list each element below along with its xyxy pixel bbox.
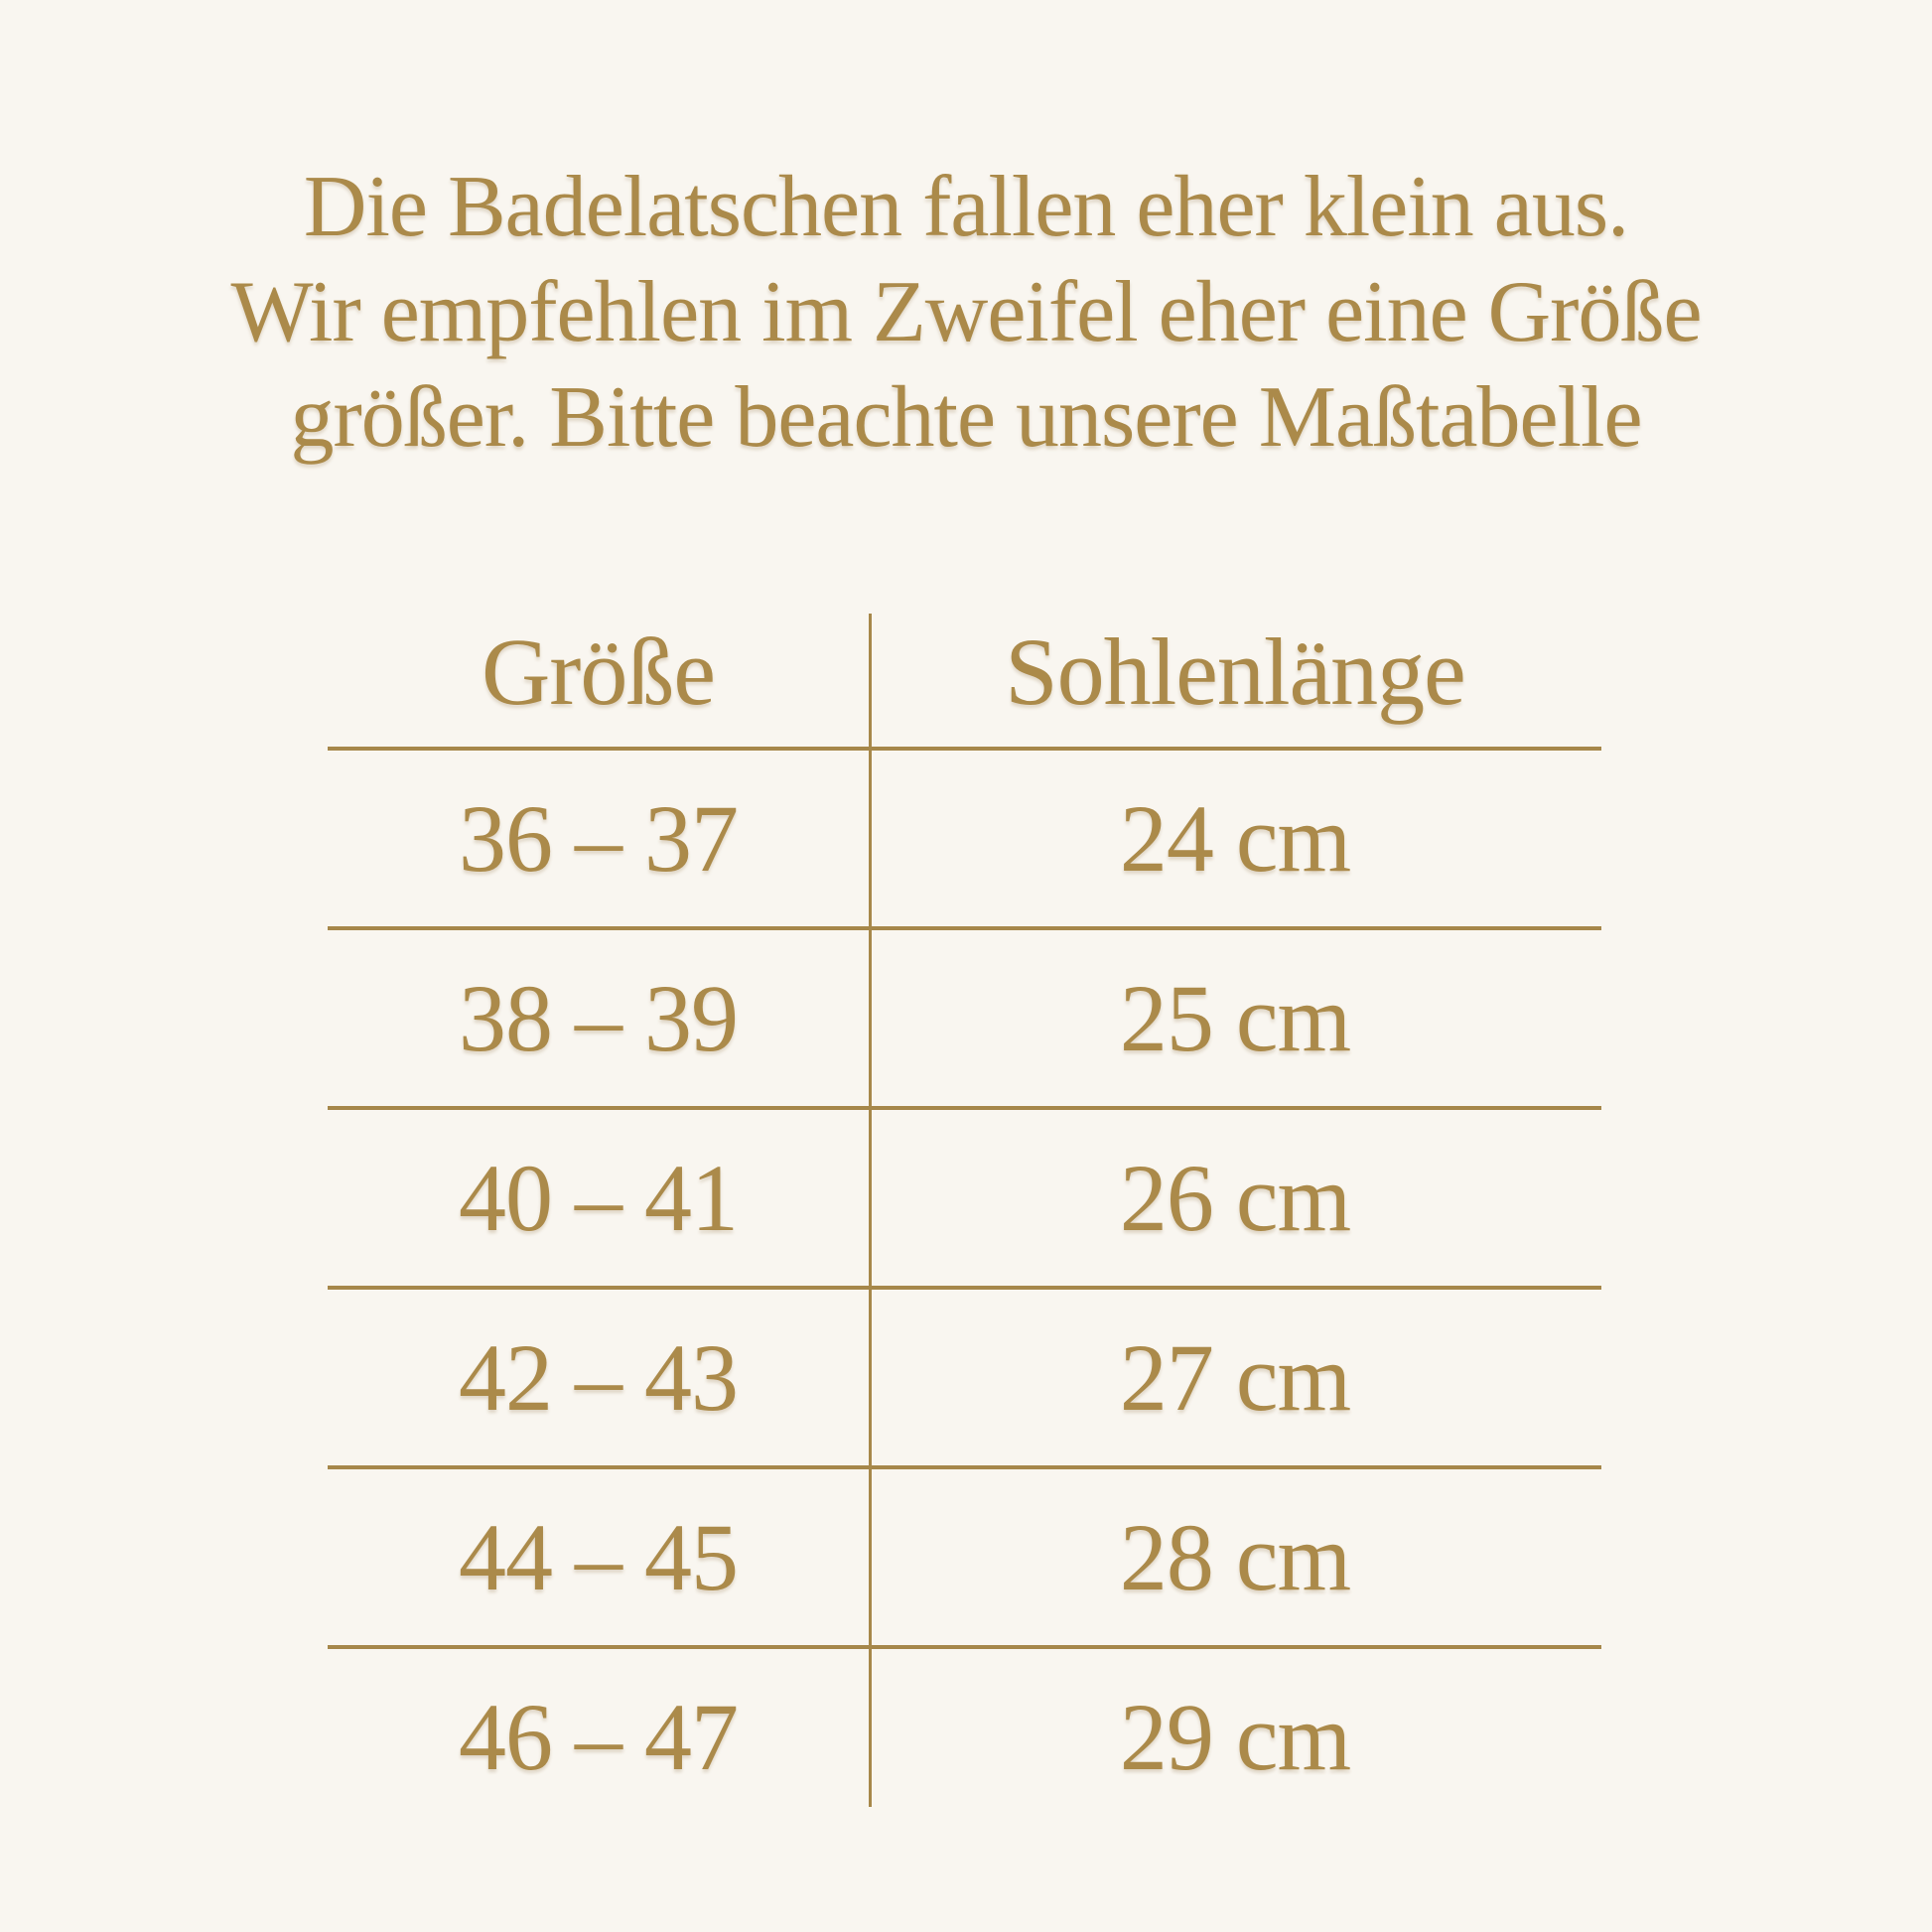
column-header-sole-length: Sohlenlänge bbox=[1005, 618, 1465, 725]
sole-length-cell: 27 cm bbox=[1119, 1324, 1351, 1431]
sole-length-cell: 25 cm bbox=[1119, 965, 1351, 1071]
notice-line-1: Die Badelatschen fallen eher klein aus. bbox=[303, 159, 1629, 255]
sole-length-cell: 29 cm bbox=[1119, 1684, 1351, 1790]
size-cell: 46 – 47 bbox=[459, 1684, 738, 1790]
sole-length-cell: 28 cm bbox=[1119, 1504, 1351, 1610]
notice-line-2: Wir empfehlen im Zweifel eher eine Größe bbox=[230, 264, 1702, 360]
table-row bbox=[328, 1465, 1601, 1645]
sizing-notice bbox=[0, 155, 1932, 471]
table-row bbox=[328, 1286, 1601, 1465]
table-row bbox=[328, 747, 1601, 926]
size-cell: 42 – 43 bbox=[459, 1324, 738, 1431]
size-cell: 44 – 45 bbox=[459, 1504, 738, 1610]
size-cell: 38 – 39 bbox=[459, 965, 738, 1071]
table-row bbox=[328, 1106, 1601, 1286]
sole-length-cell: 24 cm bbox=[1119, 785, 1351, 892]
notice-line-3: größer. Bitte beachte unsere Maßtabelle bbox=[290, 369, 1642, 466]
sole-length-cell: 26 cm bbox=[1119, 1145, 1351, 1251]
table-header-row bbox=[328, 596, 1601, 747]
size-table bbox=[328, 596, 1601, 1825]
table-row bbox=[328, 926, 1601, 1106]
column-header-size: Größe bbox=[482, 618, 715, 725]
table-row bbox=[328, 1645, 1601, 1825]
size-cell: 36 – 37 bbox=[459, 785, 738, 892]
size-cell: 40 – 41 bbox=[459, 1145, 738, 1251]
column-divider-line bbox=[869, 614, 872, 1807]
